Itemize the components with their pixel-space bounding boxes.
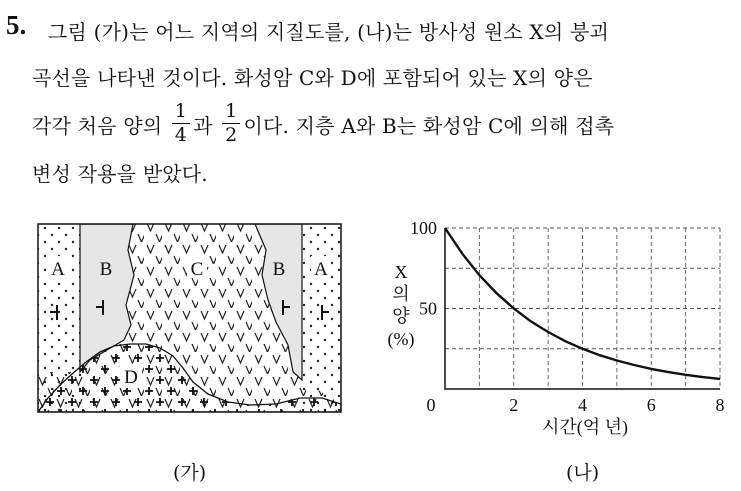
x-axis-label: 시간(억 년)	[541, 417, 629, 437]
chart-grid	[445, 228, 720, 389]
label-c: C	[190, 259, 204, 280]
fraction-1-numerator: 1	[172, 102, 190, 124]
y-axis-label-line-2: 의	[392, 284, 410, 304]
question-number: 5.	[6, 10, 27, 40]
y-axis-label-line-1: X	[394, 262, 408, 282]
line3-pre-text: 각각 처음 양의	[32, 114, 169, 138]
x-tick-label: 6	[646, 395, 656, 415]
fraction-2-numerator: 1	[222, 102, 240, 124]
figure-b-caption: (나)	[566, 462, 600, 484]
label-d: D	[124, 367, 138, 388]
label-b-left: B	[99, 259, 113, 280]
line3-post-text: 이다. 지층 A와 B는 화성암 C에 의해 접촉	[243, 114, 615, 138]
problem-line-1: 그림 (가)는 어느 지역의 지질도를, (나)는 방사성 원소 X의 붕괴	[48, 20, 609, 44]
x-tick-label: 2	[509, 395, 519, 415]
label-a-left: A	[51, 259, 65, 280]
origin-tick-label: 0	[426, 395, 436, 415]
label-b-right: B	[272, 259, 286, 280]
x-tick-label: 8	[715, 395, 725, 415]
problem-line-4: 변성 작용을 받았다.	[32, 162, 208, 186]
fraction-2-denominator: 2	[225, 124, 238, 146]
y-axis-label-line-3: 양	[392, 306, 410, 326]
decay-chart	[388, 218, 725, 438]
x-tick-label: 4	[578, 395, 587, 415]
problem-line-2: 곡선을 나타낸 것이다. 화성암 C와 D에 포함되어 있는 X의 양은	[32, 66, 593, 90]
figure-a-caption: (가)	[173, 462, 207, 484]
y-tick-label: 50	[419, 298, 437, 319]
geologic-map	[38, 224, 341, 412]
line3-mid-text: 과	[193, 114, 220, 138]
y-tick-label: 100	[410, 218, 437, 238]
label-a-right: A	[314, 259, 328, 280]
y-axis-label-line-4: (%)	[387, 329, 415, 349]
fraction-1-denominator: 4	[174, 124, 188, 146]
